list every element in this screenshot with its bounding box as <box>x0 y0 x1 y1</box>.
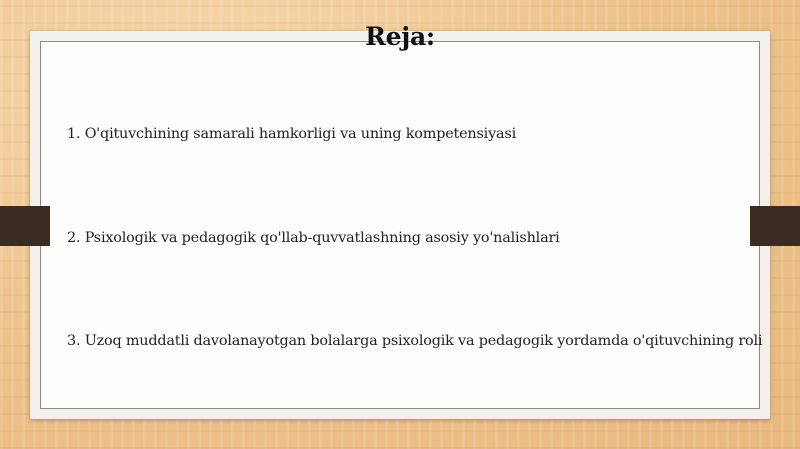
slide-title: Reja: <box>365 22 435 51</box>
left-side-tab <box>0 206 50 246</box>
plan-item-1: 1. O'qituvchining samarali hamkorligi va uning kompetensiyasi <box>67 126 516 142</box>
plan-item-2: 2. Psixologik va pedagogik qo'llab-quvvatlashning asosiy yo'nalishlari <box>67 230 560 246</box>
plan-item-3: 3. Uzoq muddatli davolanayotgan bolalarga psixologik va pedagogik yordamda o'qituvchining roli <box>67 333 763 349</box>
slide-board <box>30 31 770 419</box>
slide-content-panel <box>40 41 763 409</box>
right-side-tab <box>750 206 800 246</box>
